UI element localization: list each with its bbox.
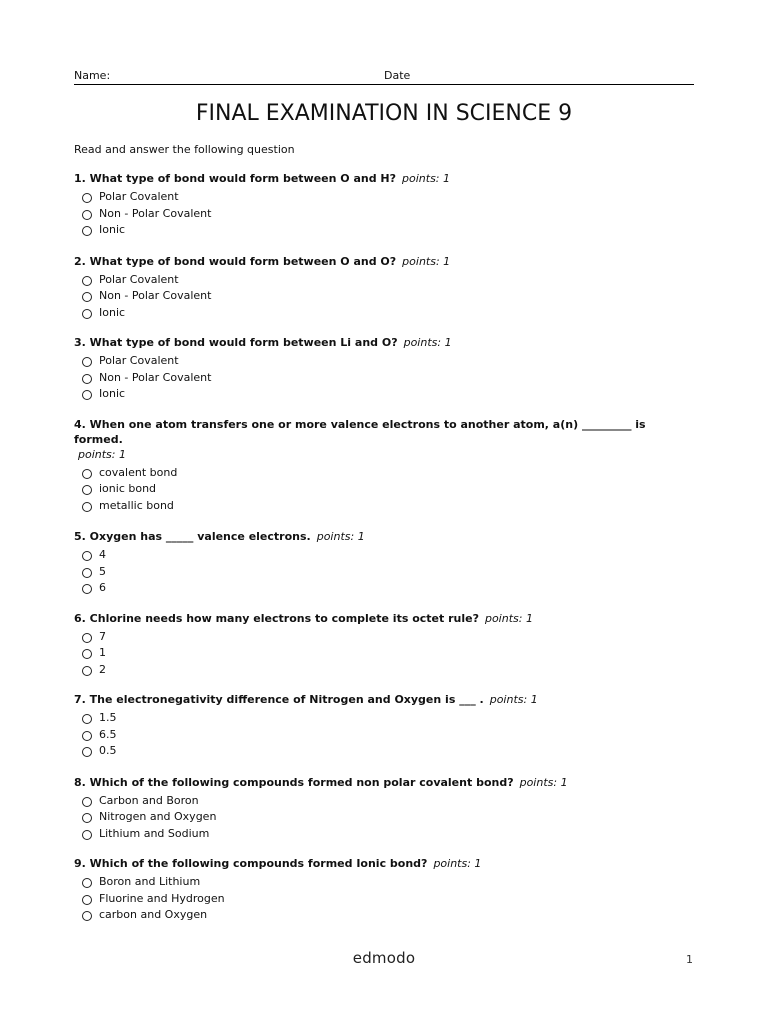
answer-option[interactable] [74, 465, 694, 482]
option-label: 4 [99, 548, 106, 561]
instructions: Read and answer the following question [74, 143, 295, 156]
answer-option[interactable] [74, 580, 694, 597]
option-list [74, 874, 694, 924]
option-list [74, 629, 694, 679]
answer-option[interactable] [74, 189, 694, 206]
option-list [74, 793, 694, 843]
answer-option[interactable] [74, 907, 694, 924]
option-label: Polar Covalent [99, 354, 179, 367]
radio-circle-icon[interactable] [82, 469, 92, 479]
option-label: Lithium and Sodium [99, 826, 210, 840]
answer-option[interactable] [74, 305, 694, 322]
option-list [74, 465, 694, 515]
answer-option[interactable] [74, 727, 694, 744]
option-list [74, 272, 694, 322]
option-label: 6.5 [99, 727, 117, 741]
radio-circle-icon[interactable] [82, 584, 92, 594]
radio-circle-icon[interactable] [82, 830, 92, 840]
question-points: points: 1 [433, 857, 482, 870]
answer-option[interactable] [74, 874, 694, 891]
option-label: 6 [99, 581, 106, 594]
question-points: points: 1 [316, 530, 365, 543]
name-label: Name: [74, 69, 111, 82]
radio-circle-icon[interactable] [82, 292, 92, 302]
answer-option[interactable] [74, 793, 694, 810]
radio-circle-icon[interactable] [82, 502, 92, 512]
radio-circle-icon[interactable] [82, 210, 92, 220]
answer-option[interactable] [74, 809, 694, 826]
option-label: Non - Polar Covalent [99, 206, 212, 220]
option-label: covalent bond [99, 465, 178, 479]
question-prompt: 8. Which of the following compounds formed non polar covalent bond? [74, 775, 514, 789]
question-list [74, 171, 694, 924]
radio-circle-icon[interactable] [82, 551, 92, 561]
option-list [74, 547, 694, 597]
question-text [74, 254, 694, 269]
answer-option[interactable] [74, 386, 694, 403]
radio-circle-icon[interactable] [82, 797, 92, 807]
question-points: points: 1 [402, 172, 451, 185]
radio-circle-icon[interactable] [82, 649, 92, 659]
question-prompt: 2. What type of bond would form between O and O? [74, 254, 397, 268]
answer-option[interactable] [74, 222, 694, 239]
radio-circle-icon[interactable] [82, 276, 92, 286]
answer-option[interactable] [74, 629, 694, 646]
question-9 [74, 856, 694, 924]
answer-option[interactable] [74, 353, 694, 370]
question-prompt: 4. When one atom transfers one or more valence electrons to another atom, a(n) _________ is formed. [74, 417, 646, 446]
option-label: carbon and Oxygen [99, 908, 208, 921]
option-label: Polar Covalent [99, 272, 179, 286]
radio-circle-icon[interactable] [82, 714, 92, 724]
radio-circle-icon[interactable] [82, 309, 92, 319]
option-label: Boron and Lithium [99, 875, 201, 888]
answer-option[interactable] [74, 481, 694, 498]
option-list [74, 710, 694, 760]
answer-option[interactable] [74, 662, 694, 679]
radio-circle-icon[interactable] [82, 878, 92, 888]
radio-circle-icon[interactable] [82, 226, 92, 236]
answer-option[interactable] [74, 547, 694, 564]
option-label: 1 [99, 646, 106, 659]
question-points: points: 1 [484, 611, 533, 625]
question-6 [74, 611, 694, 679]
question-text [74, 335, 694, 350]
option-label: Ionic [99, 305, 126, 319]
radio-circle-icon[interactable] [82, 911, 92, 921]
option-label: Carbon and Boron [99, 793, 199, 807]
question-text [74, 775, 694, 790]
radio-circle-icon[interactable] [82, 731, 92, 741]
option-label: metallic bond [99, 498, 174, 512]
question-prompt: 1. What type of bond would form between O and H? [74, 172, 397, 185]
option-label: 1.5 [99, 711, 117, 724]
question-points: points: 1 [78, 447, 126, 461]
question-prompt: 9. Which of the following compounds formed Ionic bond? [74, 857, 428, 870]
question-points: points: 1 [402, 254, 451, 268]
answer-option[interactable] [74, 206, 694, 223]
answer-option[interactable] [74, 564, 694, 581]
question-text [74, 171, 694, 186]
question-4 [74, 417, 694, 515]
question-points: points: 1 [403, 336, 452, 349]
answer-option[interactable] [74, 710, 694, 727]
question-prompt: 5. Oxygen has _____ valence electrons. [74, 530, 311, 543]
radio-circle-icon[interactable] [82, 374, 92, 384]
question-text [74, 692, 694, 707]
radio-circle-icon[interactable] [82, 633, 92, 643]
answer-option[interactable] [74, 272, 694, 289]
option-label: Non - Polar Covalent [99, 370, 212, 384]
option-label: 2 [99, 662, 106, 676]
question-prompt: 7. The electronegativity difference of Nitrogen and Oxygen is ___ . [74, 693, 484, 706]
question-points: points: 1 [489, 693, 538, 706]
question-8 [74, 775, 694, 843]
option-label: ionic bond [99, 482, 157, 495]
question-text [74, 417, 694, 462]
option-list [74, 353, 694, 403]
answer-option[interactable] [74, 498, 694, 515]
answer-option[interactable] [74, 288, 694, 305]
question-text [74, 856, 694, 871]
question-prompt: 6. Chlorine needs how many electrons to complete its octet rule? [74, 611, 479, 625]
question-prompt: 3. What type of bond would form between Li and O? [74, 336, 398, 349]
option-list [74, 189, 694, 239]
answer-option[interactable] [74, 891, 694, 908]
question-points: points: 1 [519, 775, 568, 789]
radio-circle-icon[interactable] [82, 747, 92, 757]
radio-circle-icon[interactable] [82, 895, 92, 905]
answer-option[interactable] [74, 645, 694, 662]
question-5 [74, 529, 694, 597]
radio-circle-icon[interactable] [82, 485, 92, 495]
question-2 [74, 254, 694, 322]
question-3 [74, 335, 694, 403]
option-label: Non - Polar Covalent [99, 289, 212, 302]
date-label: Date [384, 69, 411, 82]
radio-circle-icon[interactable] [82, 666, 92, 676]
option-label: 5 [99, 564, 106, 578]
option-label: Ionic [99, 387, 126, 400]
question-1 [74, 171, 694, 239]
answer-option[interactable] [74, 826, 694, 843]
radio-circle-icon[interactable] [82, 193, 92, 203]
question-text [74, 529, 694, 544]
option-label: 7 [99, 629, 106, 643]
option-label: Ionic [99, 223, 126, 236]
option-label: 0.5 [99, 744, 117, 757]
question-7 [74, 692, 694, 760]
edmodo-logo: edmodo [352, 949, 416, 967]
header-row [74, 70, 694, 85]
page-number: 1 [686, 953, 693, 966]
page-title: FINAL EXAMINATION IN SCIENCE 9 [195, 101, 573, 126]
option-label: Fluorine and Hydrogen [99, 891, 225, 905]
answer-option[interactable] [74, 370, 694, 387]
option-label: Nitrogen and Oxygen [99, 810, 217, 823]
question-text [74, 611, 694, 626]
option-label: Polar Covalent [99, 190, 179, 203]
radio-circle-icon[interactable] [82, 357, 92, 367]
radio-circle-icon[interactable] [82, 813, 92, 823]
radio-circle-icon[interactable] [82, 568, 92, 578]
answer-option[interactable] [74, 743, 694, 760]
radio-circle-icon[interactable] [82, 390, 92, 400]
